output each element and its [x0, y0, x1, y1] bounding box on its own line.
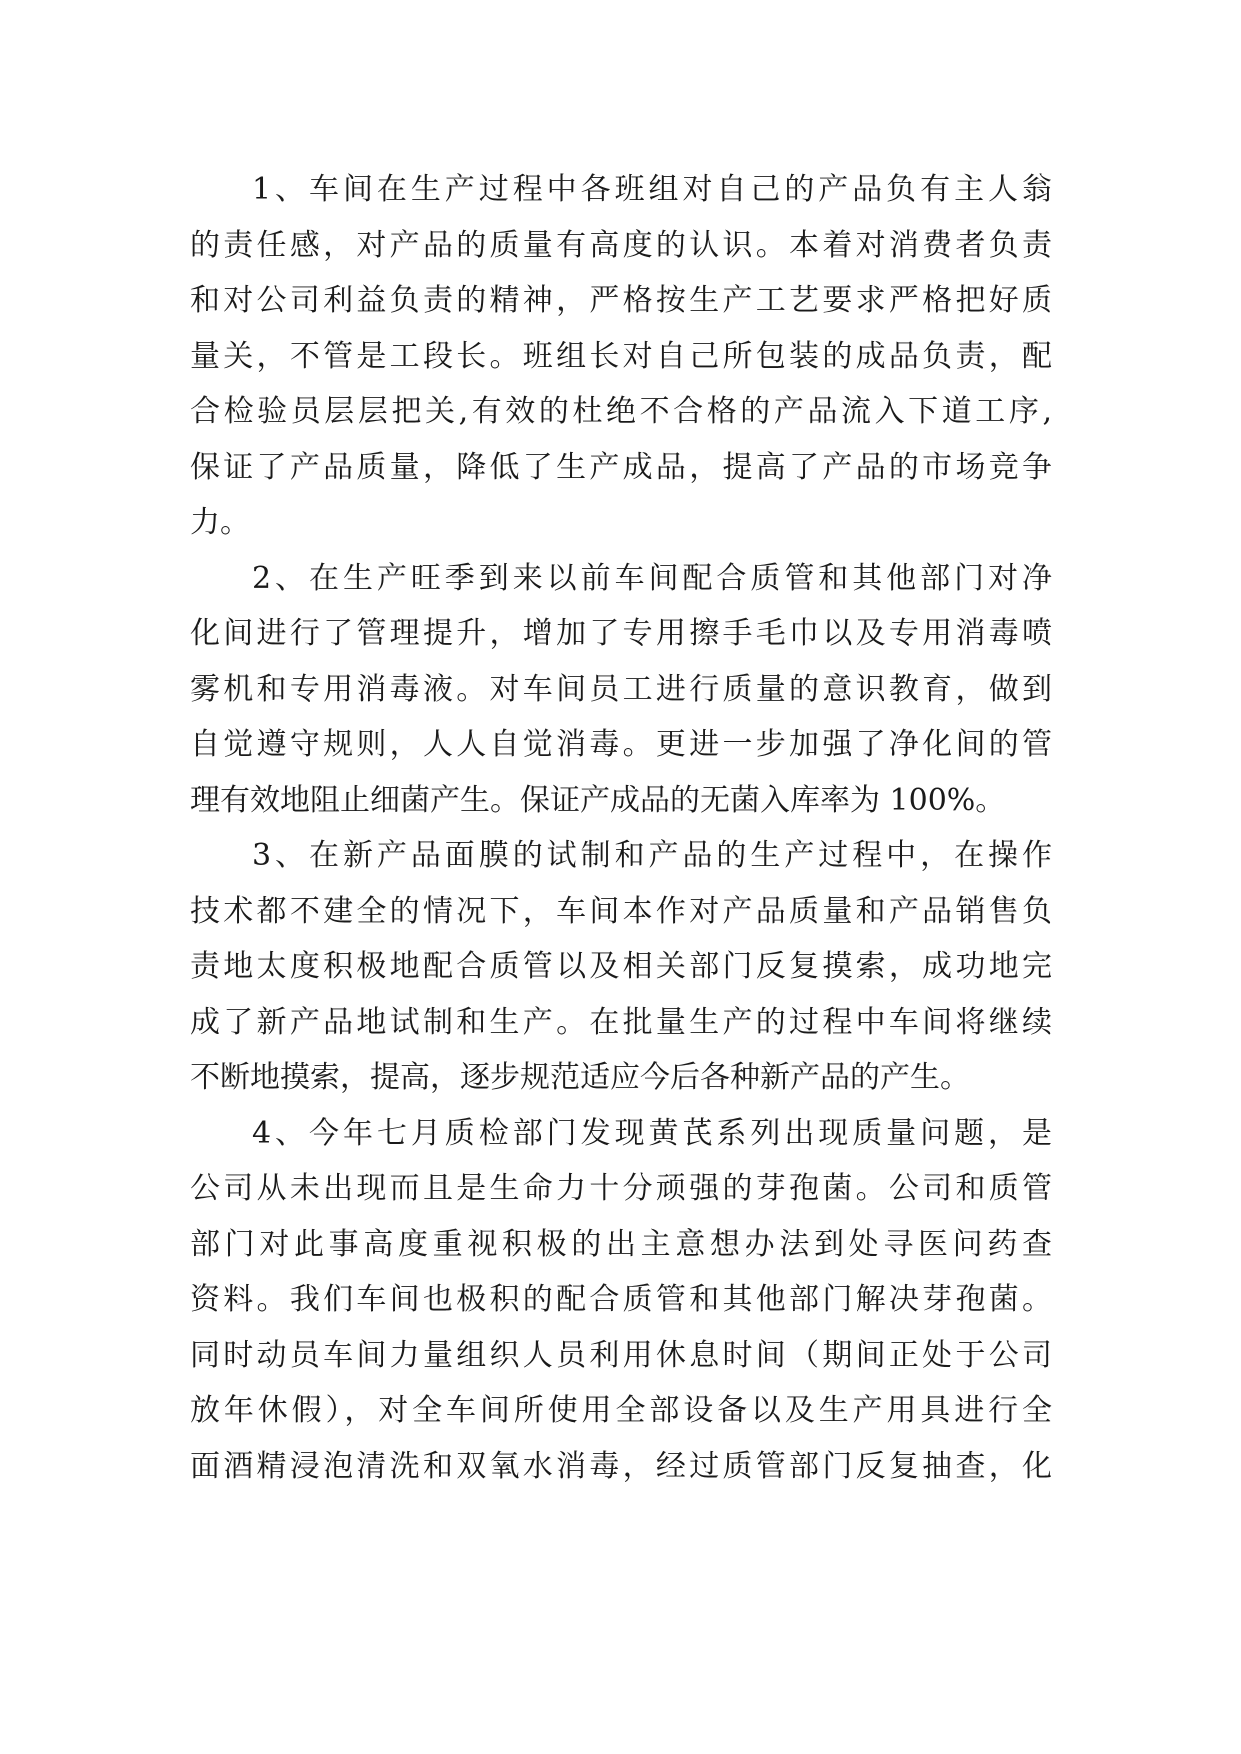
text-line: 化间进行了管理提升，增加了专用擦手毛巾以及专用消毒喷: [190, 616, 1052, 651]
paragraph-3: [190, 828, 1052, 1106]
text-line: 不断地摸索，提高，逐步规范适应今后各种新产品的产生。: [190, 1060, 970, 1095]
text-line: 同时动员车间力量组织人员利用休息时间（期间正处于公司: [190, 1337, 1052, 1373]
paragraph-1: [190, 162, 1052, 551]
body-text: [190, 162, 1052, 1494]
text-line: 和对公司利益负责的精神，严格按生产工艺要求严格把好质: [190, 283, 1052, 318]
paragraph-4: [190, 1106, 1052, 1495]
text-line: 自觉遵守规则，人人自觉消毒。更进一步加强了净化间的管: [190, 727, 1052, 762]
text-line: 合检验员层层把关,有效的杜绝不合格的产品流入下道工序,: [190, 394, 1052, 429]
text-line: 保证了产品质量，降低了生产成品，提高了产品的市场竞争: [190, 449, 1052, 485]
text-line: 理有效地阻止细菌产生。保证产成品的无菌入库率为 100%。: [190, 782, 1006, 818]
text-line: 量关，不管是工段长。班组长对自己所包装的成品负责，配: [190, 338, 1052, 374]
text-line: 雾机和专用消毒液。对车间员工进行质量的意识教育，做到: [190, 671, 1052, 707]
text-line: 成了新产品地试制和生产。在批量生产的过程中车间将继续: [190, 1004, 1052, 1040]
text-line: 责地太度积极地配合质管以及相关部门反复摸索，成功地完: [190, 949, 1052, 984]
text-line: 公司从未出现而且是生命力十分顽强的芽孢菌。公司和质管: [190, 1171, 1052, 1206]
text-line: 3、在新产品面膜的试制和产品的生产过程中，在操作: [252, 838, 1052, 873]
text-line: 力。: [190, 505, 250, 540]
text-line: 部门对此事高度重视积极的出主意想办法到处寻医问药查: [190, 1226, 1052, 1262]
text-line: 2、在生产旺季到来以前车间配合质管和其他部门对净: [252, 560, 1052, 596]
paragraph-2: [190, 551, 1052, 829]
text-line: 放年休假），对全车间所使用全部设备以及生产用具进行全: [190, 1393, 1052, 1428]
text-line: 1、车间在生产过程中各班组对自己的产品负有主人翁: [252, 172, 1052, 207]
text-line: 的责任感，对产品的质量有高度的认识。本着对消费者负责: [190, 227, 1052, 263]
text-line: 技术都不建全的情况下，车间本作对产品质量和产品销售负: [190, 893, 1052, 929]
text-line: 4、今年七月质检部门发现黄芪系列出现质量问题，是: [252, 1115, 1052, 1151]
text-line: 资料。我们车间也极积的配合质管和其他部门解决芽孢菌。: [190, 1282, 1052, 1317]
text-line: 面酒精浸泡清洗和双氧水消毒，经过质管部门反复抽查，化: [190, 1448, 1052, 1484]
